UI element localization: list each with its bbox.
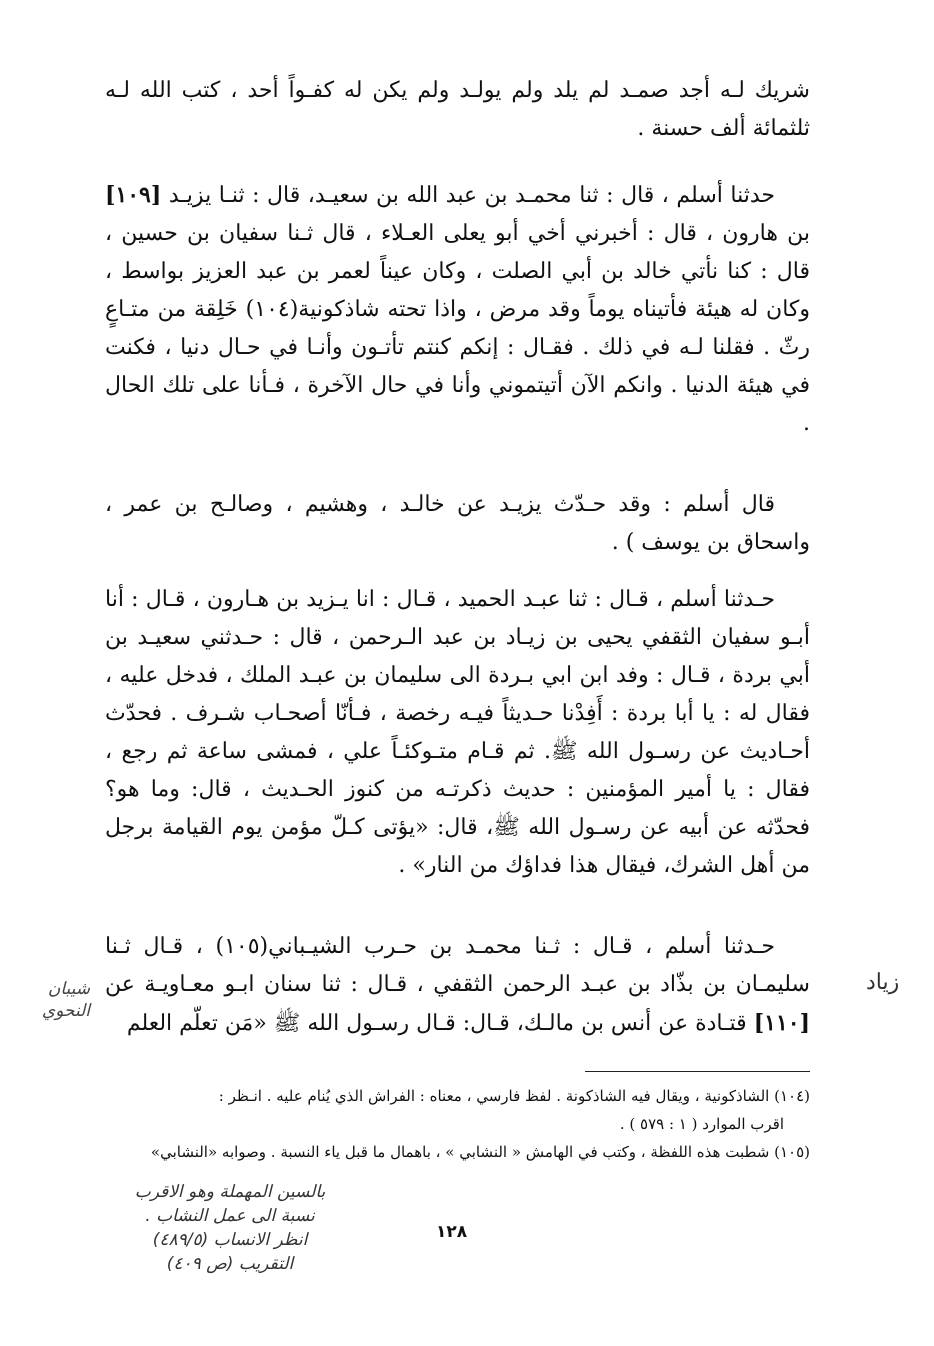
folio-marker-109: [١٠٩] <box>105 182 162 208</box>
handwritten-line: انظر الانساب (٤٨٩/٥) <box>152 1230 308 1250</box>
footnote-separator <box>585 1071 810 1072</box>
paragraph-1 <box>105 72 810 148</box>
paragraph-text: حـدثنا أسلم ، قـال : ثنا عبـد الحميد ، قـال : انا يـزيد بن هـارون ، قـال : أنا أبـو سفيان الثقفي يحيى بن زيـاد بن عبد الـرحمن ، قال : حـدثني سعيـد بن أبي بردة ، قـال : وفد ابن ابي بـردة الى سليمان بن عبـد الملك ، فدخل عليه ، فقال له : يا أبا بردة : أَفِدْنا حـديثاً فيـه رخصة ، فـأنّا أصحـاب شـرف . فحدّث أحـاديث عن رسـول الله ﷺ. ثم قـام متـوكئـاً علي ، فمشى ساعة ثم رجع ، فقال : يا أمير المؤمنين : حديث ذكرتـه من كنوز الحـديث ، قال: وما هو؟ فحدّثه عن أبيه عن رسـول الله ﷺ، قال: «يؤتى كـلّ مؤمن يوم القيامة برجل من أهل الشرك، فيقال هذا فداؤك من النار» . <box>105 587 810 878</box>
handwritten-line: بالسين المهملة وهو الاقرب <box>134 1182 326 1202</box>
paragraph-2 <box>105 176 810 443</box>
page-number: ١٢٨ <box>436 1222 468 1242</box>
paragraph-text-end: قتـادة عن أنس بن مالـك، قـال: قـال رسـول الله ﷺ «مَن تعلّم العلم <box>126 1011 747 1036</box>
paragraph-text <box>105 928 810 1043</box>
handwritten-line: نسبة الى عمل النشاب . <box>145 1206 315 1226</box>
footnote-105: (١٠٥) شطبت هذه اللفظة ، وكتب في الهامش « النشابي » ، باهمال ما قبل ياء النسبة . وصوابه «النشابي» <box>150 1143 810 1161</box>
paragraph-text: قال أسلم : وقد حـدّث يزيـد عن خالـد ، وهشيم ، وصالـح بن عمر ، واسحاق بن يوسف ) . <box>105 492 810 555</box>
footnote-104-continuation: اقرب الموارد ( ١ : ٥٧٩ ) . <box>619 1115 784 1133</box>
footnote-104: (١٠٤) الشاذكونية ، ويقال فيه الشاذكونة . لفظ فارسي ، معناه : الفراش الذي يُنام عليه . انـظر : <box>218 1087 810 1105</box>
handwritten-line: التقريب (ص ٤٠٩) <box>166 1254 294 1274</box>
handwritten-line: النحوي <box>41 1001 90 1021</box>
paragraph-text <box>105 176 810 443</box>
paragraph-text-start: حدثنا أسلم ، قال : ثنا محمـد بن عبد الله بن سعيـد، قال : ثنـا يزيـد <box>168 183 775 208</box>
paragraph-text: شريك لـه أجد صمـد لم يلد ولم يولـد ولم يكن له كفـواً أحد ، كتب الله لـه ثلثمائة ألف حسنة . <box>105 78 810 141</box>
paragraph-5 <box>105 928 810 1043</box>
paragraph-text-rest: بن هارون ، قال : أخبرني أخي أبو يعلى العـلاء ، قال ثـنا سفيان بن حسين ، قال : كنا نأتي خالد بن أبي الصلت ، وكان عيناً لعمر بن عبد العزيز بواسط ، وكان له هيئة فأتيناه يوماً وقد مرض ، واذا تحته شاذكونية(١٠٤) خَلِقة من متـاعٍ رثّ . فقلنا لـه في ذلك . فقـال : إنكم كنتم تأتـون وأنـا في حـال دنيا ، فكنت في هيئة الدنيا . وانكم الآن أتيتموني وأنا في حال الآخرة ، فـأنا على تلك الحال . <box>105 221 810 436</box>
paragraph-text-start: حـدثنا أسلم ، قـال : ثـنا محمـد بن حـرب الشيـباني(١٠٥) ، قـال ثـنا سليمـان بن بذّاد بن عبـد الرحمن الثقفي ، قـال : ثنا سنان ابـو معـاويـة عن <box>105 934 810 997</box>
folio-marker-110: [١١٠] <box>753 1010 810 1036</box>
margin-correction-note: زياد <box>866 970 900 995</box>
handwritten-line: شيبان <box>47 979 90 999</box>
paragraph-3 <box>105 486 810 562</box>
handwritten-margin-note <box>10 978 90 1022</box>
paragraph-4 <box>105 581 810 885</box>
footnotes <box>110 1082 810 1166</box>
handwritten-footnote-addition <box>80 1180 380 1276</box>
